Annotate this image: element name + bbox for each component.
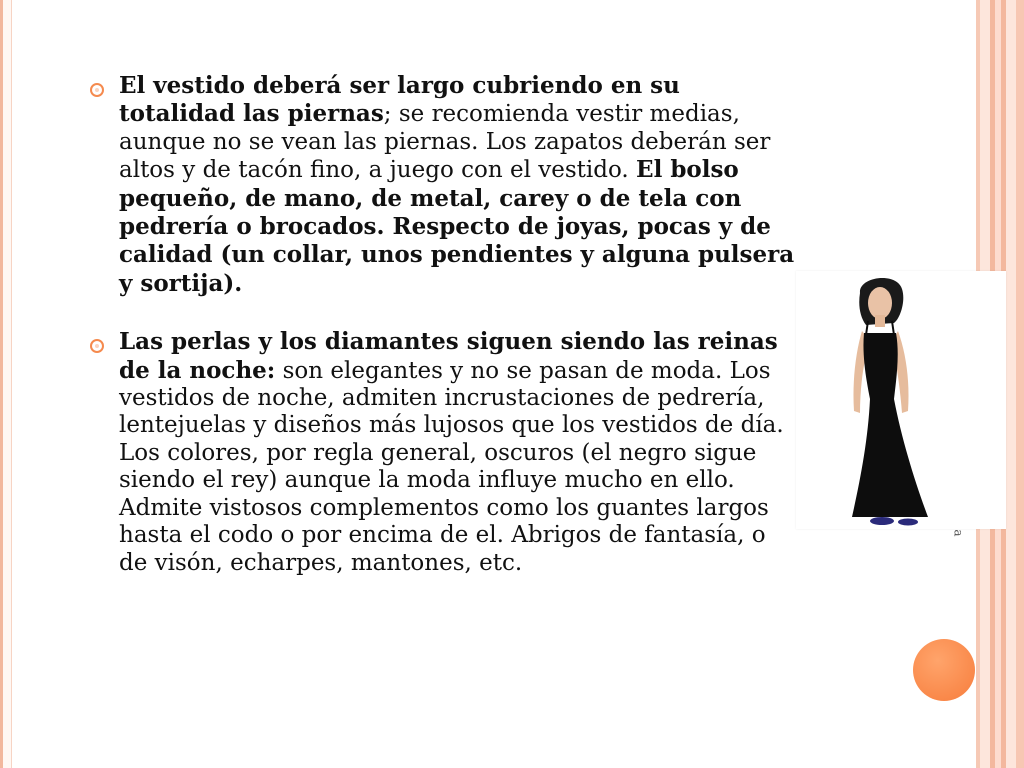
orange-circle-icon — [913, 639, 975, 701]
left-border-decoration — [0, 0, 12, 768]
circle-bullet-icon — [90, 339, 104, 353]
woman-black-dress-photo — [796, 271, 1006, 529]
bullet-2-normal-1: son elegantes y no se pasan de moda. Los vestidos de noche, admiten incrustaciones de pedrería, lentejuelas y diseños más lujosos que los vestidos de día. Los colores, por regla general, oscuros (el negro sigue siendo el rey) aunque la moda influye mucho en ello. Admite vistosos complementos como los guantes largos hasta el codo o por encima de el. Abrigos de fantasía, o de visón, echarpes, mantones, etc. — [119, 357, 784, 576]
bullet-1-normal-1: ; se recomienda vestir medias, aunque no se vean las piernas. Los zapatos deberán ser altos y de tacón fino, a juego con el vestido. — [119, 101, 771, 184]
side-mark: a — [951, 529, 966, 537]
bullet-2-bold-1: Las perlas y los diamantes siguen siendo las reinas de la noche: — [119, 328, 778, 384]
circle-bullet-icon — [90, 83, 104, 97]
bullet-1-bold-1: El vestido deberá ser largo cubriendo en su totalidad las piernas — [119, 72, 680, 128]
woman-figure-icon — [796, 271, 1006, 529]
slide-content — [86, 72, 798, 607]
bullet-text-2 — [119, 328, 798, 577]
bullet-1-bold-2: El bolso pequeño, de mano, de metal, carey o de tela con pedrería o brocados. Respecto de joyas, pocas y de calidad (un collar, unos pendientes y alguna pulsera y sortija). — [119, 156, 795, 297]
bullet-item-1 — [86, 72, 798, 298]
bullet-item-2 — [86, 328, 798, 577]
bullet-text-1 — [119, 72, 798, 298]
